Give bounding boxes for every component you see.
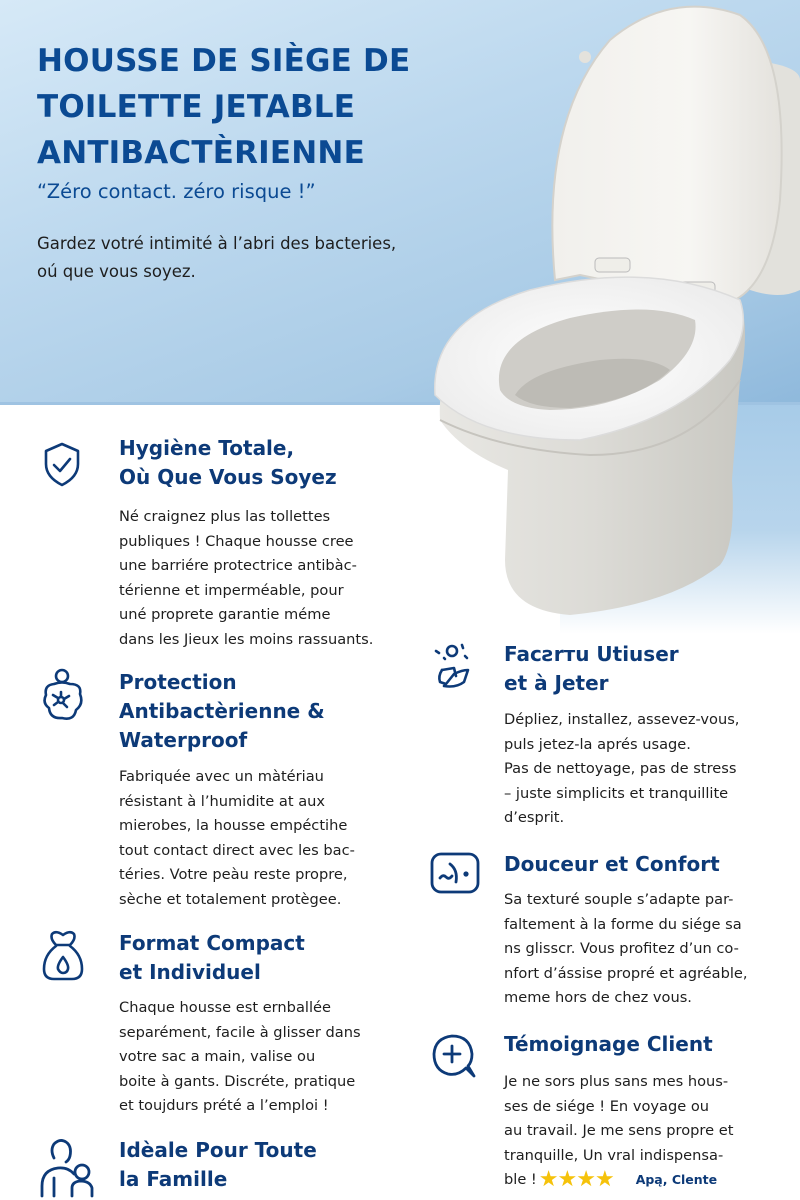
text-line: une barriére protectrice antibàc- xyxy=(119,557,357,575)
text-line: sèche et totalement protègee. xyxy=(119,890,342,908)
feature-testimonial xyxy=(432,1030,800,1200)
feature-title xyxy=(119,668,325,755)
feature-title-line: Format Compact xyxy=(119,931,305,955)
subtitle-line: oú que vous soyez. xyxy=(37,262,196,281)
family-icon xyxy=(40,1136,96,1200)
text-line: – juste simplicits et tranquillite xyxy=(504,784,729,802)
feature-description xyxy=(119,505,373,653)
text-line: térienne et imperméable, pour xyxy=(119,581,344,599)
feature-title xyxy=(119,929,305,987)
text-line: ses de siége ! En voyage ou xyxy=(504,1097,710,1115)
feature-description xyxy=(504,708,739,831)
feature-title-line: Facƨrᴛu Utiuser xyxy=(504,642,679,666)
text-line: tranquille, Un vral indispensa- xyxy=(504,1146,724,1164)
title-line: ANTIBACTÈRIENNE xyxy=(37,135,365,171)
feature-title xyxy=(504,850,720,879)
soft-comfort-icon xyxy=(430,852,480,896)
feature-title-line: Hygiène Totale, xyxy=(119,436,295,460)
text-line: uné proprete garantie méme xyxy=(119,606,331,624)
feature-title-line: Témoignage Client xyxy=(504,1032,713,1056)
feature-title-line: et Individuel xyxy=(119,960,261,984)
text-line: ns glisscr. Vous profitez d’un co- xyxy=(504,940,739,958)
feature-description xyxy=(504,888,748,1011)
text-line: Chaque housse est ernballée xyxy=(119,999,331,1016)
text-line: meme hors de chez vous. xyxy=(504,989,692,1007)
text-line: Né craignez plus las tollettes xyxy=(119,508,331,525)
feature-title xyxy=(119,1136,317,1194)
hand-toss-icon xyxy=(432,640,476,694)
feature-title-line: Où Que Vous Soyez xyxy=(119,465,337,489)
tagline: “Zéro contact. zéro risque !” xyxy=(37,180,316,203)
shield-check-icon xyxy=(38,440,86,488)
text-line: au travail. Je me sens propre et xyxy=(504,1122,734,1140)
toilet-product-image xyxy=(420,0,800,640)
feature-hygiene xyxy=(36,438,416,648)
feature-title-line: Waterproof xyxy=(119,728,248,752)
feature-compact xyxy=(36,929,416,1129)
title-line: TOILETTE JETABLE xyxy=(37,89,356,125)
text-line: publiques ! Chaque housse cree xyxy=(119,532,354,550)
feature-title xyxy=(504,1030,713,1059)
pouch-drop-icon xyxy=(40,929,86,983)
text-line: puls jetez-la aprés usage. xyxy=(504,735,691,753)
feature-title-line: Douceur et Confort xyxy=(504,852,720,876)
feature-title-line: Antibactèrienne & xyxy=(119,699,325,723)
feature-protection xyxy=(36,668,416,918)
text-line: votre sac a main, valise ou xyxy=(119,1048,316,1066)
text-line xyxy=(504,1168,733,1193)
microbe-bag-icon xyxy=(40,668,84,724)
text-line: boite à gants. Discréte, pratique xyxy=(119,1072,356,1090)
text-line: résistant à l’humidite at aux xyxy=(119,792,326,810)
text-line: d’esprit. xyxy=(504,809,565,827)
text-line: Fabriquée avec un màtériau xyxy=(119,768,324,785)
product-title xyxy=(37,38,457,176)
text-line: Dépliez, installez, assevez-vous, xyxy=(504,711,740,728)
subtitle-line: Gardez votré intimité à l’abri des bacteries, xyxy=(37,234,397,253)
feature-comfort xyxy=(432,850,800,1020)
text-line: separément, facile à glisser dans xyxy=(119,1023,361,1041)
text-line: dans les Jieux les moins rassuants. xyxy=(119,630,374,648)
text-line: nfort d’ássise propré et agréable, xyxy=(504,964,748,982)
feature-title-line: la Famille xyxy=(119,1167,228,1191)
rating-stars-icon: ★★★★ xyxy=(538,1167,614,1193)
feature-easy-use xyxy=(432,640,800,840)
text-line: et toujdurs prété a l’emploi ! xyxy=(119,1097,329,1115)
text-line-end: ble ! xyxy=(504,1171,537,1189)
text-line: Pas de nettoyage, pas de stress xyxy=(504,760,737,778)
feature-title xyxy=(504,640,679,698)
text-line: faltement à la forme du siége sa xyxy=(504,915,742,933)
testimonial-author: Apą, Clente xyxy=(635,1172,718,1188)
text-line: Je ne sors plus sans mes hous- xyxy=(504,1073,729,1090)
hero-subtitle xyxy=(37,230,457,286)
text-line: tout contact direct avec les bac- xyxy=(119,841,355,859)
feature-title-line: Idèale Pour Toute xyxy=(119,1138,317,1162)
text-line: téries. Votre peàu reste propre, xyxy=(119,866,348,884)
text-line: mierobes, la housse empéctihe xyxy=(119,817,348,835)
testimonial-quote xyxy=(504,1070,733,1193)
feature-title-line: Protection xyxy=(119,670,237,694)
feature-description xyxy=(119,996,361,1119)
chat-plus-icon xyxy=(430,1032,478,1080)
feature-description xyxy=(119,765,355,913)
text-line: Sa texturé souple s’adapte par- xyxy=(504,891,734,908)
feature-title xyxy=(119,434,337,492)
feature-title-line: et à Jeter xyxy=(504,671,609,695)
feature-family xyxy=(36,1136,416,1200)
title-line: HOUSSE DE SIÈGE DE xyxy=(37,43,411,79)
